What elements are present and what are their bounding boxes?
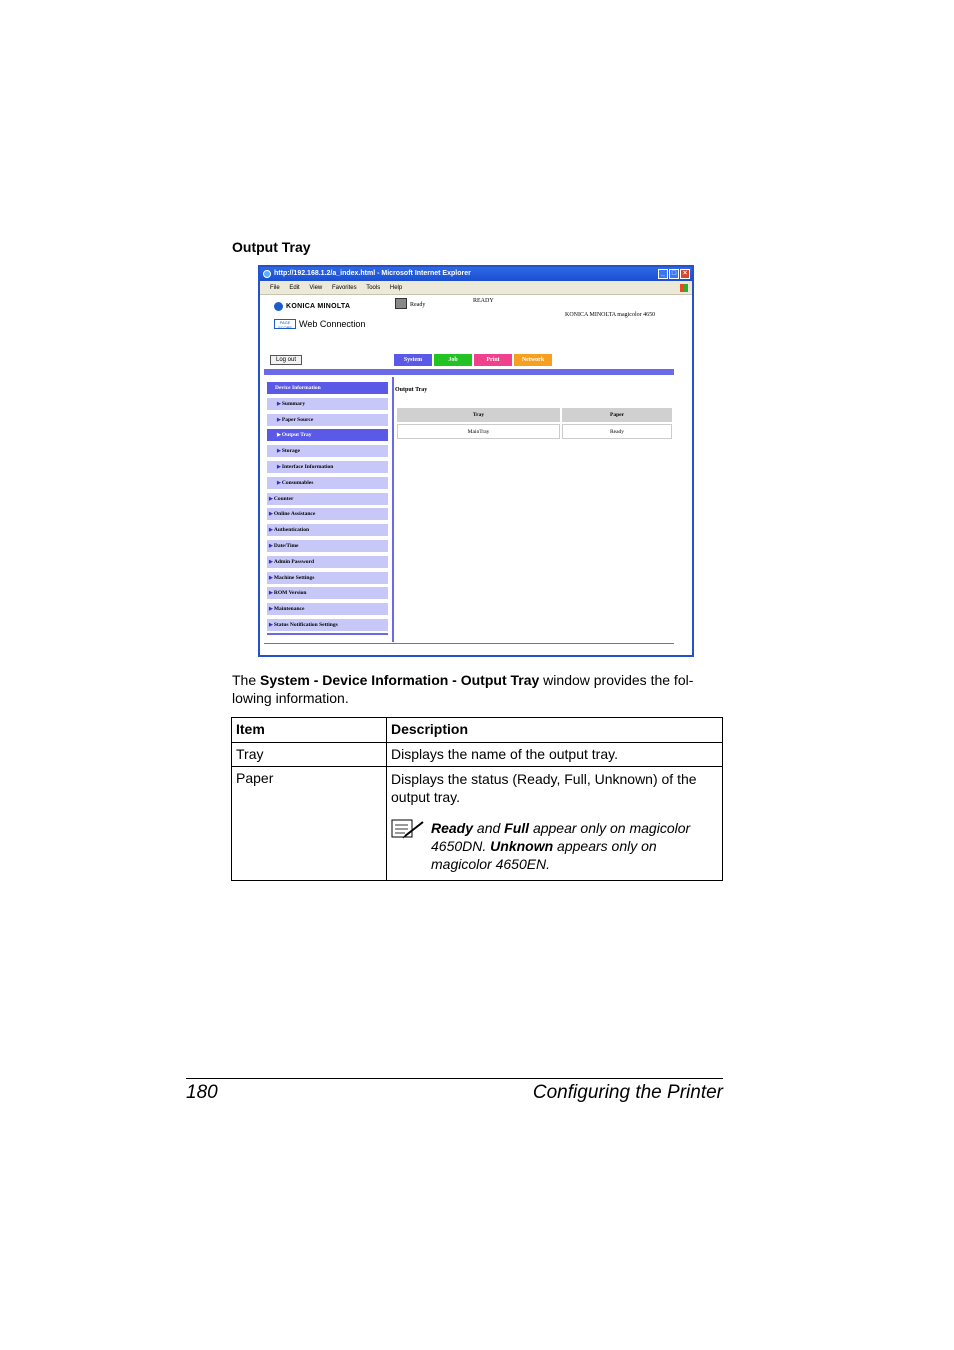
sidebar-item-maintenance[interactable] [267, 603, 388, 615]
product-name: Web Connection [299, 319, 366, 329]
maximize-button[interactable]: □ [669, 269, 679, 279]
output-tray-table [395, 406, 674, 441]
brand-logo [274, 302, 350, 311]
paragraph-bold: System - Device Information - Output Tray [260, 672, 540, 688]
description-text: Displays the status (Ready, Full, Unknown) of the output tray. [391, 771, 697, 805]
sidebar-item-summary[interactable] [267, 398, 388, 410]
header-divider [264, 369, 674, 375]
vertical-divider [392, 377, 394, 642]
sidebar-item-status-notification-settings[interactable] [267, 619, 388, 631]
close-button[interactable]: × [680, 269, 690, 279]
column-header-paper: Paper [562, 408, 672, 422]
browser-titlebar [260, 267, 692, 281]
sidebar-item-label: Machine Settings [273, 574, 315, 581]
sidebar-divider [267, 633, 388, 635]
footer-rule [186, 1078, 723, 1079]
sidebar-item-label: Authentication [273, 527, 309, 534]
sidebar-item-label: Maintenance [273, 606, 305, 613]
paper-cell: Ready [562, 424, 672, 439]
arrow-right-icon: ▶ [269, 591, 273, 597]
tab-print[interactable]: Print [474, 354, 512, 366]
arrow-right-icon: ▶ [277, 480, 281, 486]
menu-file[interactable]: File [270, 285, 280, 291]
windows-flag-icon [680, 284, 688, 292]
tab-network[interactable]: Network [514, 354, 552, 366]
sidebar-item-label: Output Tray [281, 432, 312, 439]
printer-icon [395, 298, 407, 309]
content-title: Output Tray [395, 387, 428, 393]
brand-name: KONICA MINOLTA [286, 303, 351, 310]
sidebar-item-machine-settings[interactable] [267, 572, 388, 584]
internet-explorer-icon [263, 270, 271, 278]
paragraph-text: window provides the fol-lowing information. [232, 672, 694, 706]
tab-system[interactable]: System [394, 354, 432, 366]
sidebar-item-paper-source[interactable] [267, 414, 388, 426]
sidebar-item-label: Paper Source [281, 416, 314, 423]
sidebar-item-label: Admin Password [273, 558, 315, 565]
sidebar-item-online-assistance[interactable] [267, 508, 388, 520]
main-tabs [394, 354, 552, 366]
sidebar-item-counter[interactable] [267, 493, 388, 505]
sidebar-item-authentication[interactable] [267, 524, 388, 536]
column-header-tray: Tray [397, 408, 560, 422]
sidebar [267, 382, 388, 635]
arrow-right-icon: ▶ [269, 512, 273, 518]
sidebar-item-label: Device Information [275, 385, 321, 391]
arrow-right-icon: ▶ [277, 401, 281, 407]
arrow-right-icon: ▶ [269, 607, 273, 613]
section-heading: Output Tray [232, 239, 311, 255]
browser-menubar [260, 281, 692, 295]
note-span: appear only on magicolor 4650DN. [431, 820, 691, 854]
sidebar-item-interface-information[interactable] [267, 461, 388, 473]
sidebar-item-label: Status Notification Settings [273, 621, 338, 628]
sidebar-item-label: Date/Time [273, 542, 299, 549]
printer-status: Ready [410, 302, 426, 308]
note-text [431, 819, 718, 873]
sidebar-item-label: Interface Information [281, 463, 334, 470]
sidebar-item-label: Storage [281, 448, 300, 455]
tab-job[interactable]: Job [434, 354, 472, 366]
note-span: appears only on magicolor 4650EN. [431, 838, 657, 872]
item-cell: Paper [232, 767, 387, 881]
sidebar-item-label: Consumables [281, 479, 314, 486]
column-header-item: Item [232, 718, 387, 743]
arrow-right-icon: ▶ [269, 559, 273, 565]
minimize-button[interactable]: _ [658, 269, 668, 279]
note-bold: Ready [431, 820, 474, 836]
sidebar-item-label: ROM Version [273, 590, 307, 597]
sidebar-item-rom-version[interactable] [267, 587, 388, 599]
sidebar-item-device-information[interactable] [267, 382, 388, 394]
arrow-right-icon: ▶ [277, 449, 281, 455]
arrow-right-icon: ▶ [277, 433, 281, 439]
menu-help[interactable]: Help [389, 285, 403, 291]
paragraph-text: The [232, 672, 261, 688]
menu-edit[interactable]: Edit [289, 285, 300, 291]
arrow-right-icon: ▶ [269, 543, 273, 549]
page-number: 180 [186, 1082, 218, 1103]
product-logo [274, 319, 365, 329]
description-cell [387, 767, 723, 881]
description-cell: Displays the name of the output tray. [387, 743, 723, 767]
footer-title: Configuring the Printer [532, 1082, 723, 1103]
note-pencil-icon [391, 819, 425, 839]
menu-tools[interactable]: Tools [366, 285, 381, 291]
column-header-description: Description [387, 718, 723, 743]
sidebar-item-storage[interactable] [267, 445, 388, 457]
browser-title: http://192.168.1.2/a_index.html - Microsoft Internet Explorer [274, 270, 471, 277]
sidebar-item-consumables[interactable] [267, 477, 388, 489]
printer-model: KONICA MINOLTA magicolor 4650 [565, 312, 656, 318]
footer-divider [264, 643, 674, 644]
note [391, 819, 718, 873]
sidebar-item-date-time[interactable] [267, 540, 388, 552]
note-bold: Unknown [490, 838, 554, 854]
arrow-right-icon: ▶ [269, 528, 273, 534]
arrow-right-icon: ▶ [277, 417, 281, 423]
table-row [397, 424, 672, 439]
menu-view[interactable]: View [309, 285, 323, 291]
info-table [231, 717, 723, 881]
arrow-right-icon: ▶ [269, 622, 273, 628]
logout-button[interactable]: Log out [270, 355, 302, 365]
arrow-right-icon: ▶ [277, 464, 281, 470]
note-span: and [473, 820, 505, 836]
item-cell: Tray [232, 743, 387, 767]
menu-favorites[interactable]: Favorites [331, 285, 357, 291]
sidebar-item-output-tray[interactable] [267, 429, 388, 441]
intro-paragraph [232, 671, 722, 707]
konica-minolta-logo-icon [274, 302, 283, 311]
sidebar-item-admin-password[interactable] [267, 556, 388, 568]
panel-status: READY [473, 298, 494, 304]
arrow-right-icon: ▶ [269, 575, 273, 581]
note-bold: Full [504, 820, 530, 836]
sidebar-item-label: Online Assistance [273, 511, 316, 518]
table-row [232, 743, 723, 767]
table-row [232, 767, 723, 881]
sidebar-item-label: Summary [281, 400, 306, 407]
tray-cell: MainTray [397, 424, 560, 439]
browser-screenshot [258, 265, 694, 657]
pagescope-logo-icon: PAGE SCOPE [274, 319, 296, 329]
arrow-right-icon: ▶ [269, 496, 273, 502]
sidebar-item-label: Counter [273, 495, 294, 502]
